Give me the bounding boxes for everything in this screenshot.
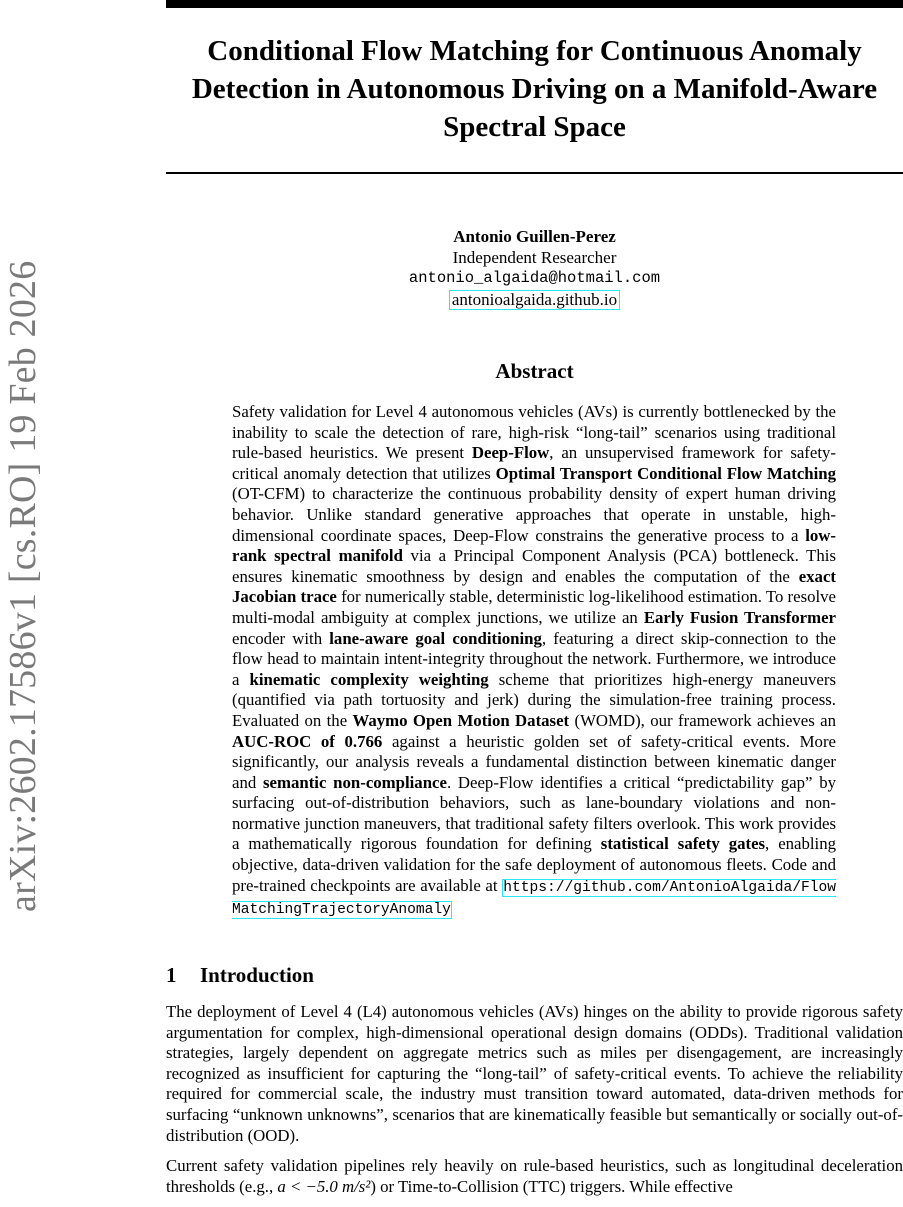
abstract-text: (WOMD), our framework achieves an (569, 710, 836, 730)
author-name: Antonio Guillen-Perez (453, 227, 616, 246)
abstract-text: Safety validation for Level 4 autonomous vehicles (AVs) is currently bottlenecked by the inability to scale the detection of rare, high-risk “long-tail” scenarios using traditional rule-based heuristics. We present (232, 402, 836, 463)
abstract-text: . Deep-Flow identifies a critical “predictability gap” by surfacing out-of-distribution behaviors, such as lane-boundary violations and non-normative junction maneuvers, that traditional safety filters overlook. This work provides a mathematically rigorous foundation for defining (232, 772, 836, 854)
introduction-paragraph-1: The deployment of Level 4 (L4) autonomous vehicles (AVs) hinges on the ability to provide rigorous safety argumentation for complex, high-dimensional operational design domains (ODDs). Traditional validation strategies, largely dependent on aggregate metrics such as miles per disengagement, are increasingly recognized as insufficient for capturing the “long-tail” of safety-critical events. To achieve the reliability required for commercial scale, the industry must transition toward automated, data-driven methods for surfacing “unknown unknowns”, scenarios that are kinematically feasible but semantically or socially out-of-distribution (OOD). (166, 1002, 903, 1145)
introduction-body (166, 1002, 903, 1207)
author-affiliation: Independent Researcher (452, 248, 617, 267)
paper-title: Conditional Flow Matching for Continuous Anomaly Detection in Autonomous Driving on a Manifold-Aware Spectral Space (191, 35, 878, 143)
abstract-body (232, 402, 836, 921)
inline-math: a < −5.0 m/s² (277, 1176, 371, 1196)
abstract-emphasis: Waymo Open Motion Dataset (352, 710, 570, 730)
top-rule (166, 0, 903, 8)
introduction-paragraph-2 (166, 1156, 903, 1197)
abstract-emphasis: AUC-ROC of 0.766 (232, 731, 383, 751)
author-website-link[interactable]: antonioalgaida.github.io (449, 290, 620, 310)
paragraph-text: ) or Time-to-Collision (TTC) triggers. While effective (370, 1176, 733, 1196)
title-rule (166, 172, 903, 174)
section-number: 1 (166, 963, 177, 987)
abstract-emphasis: kinematic complexity weighting (249, 669, 489, 689)
paragraph-text: Current safety validation pipelines rely heavily on rule-based heuristics, such as longitudinal deceleration thresholds (e.g., (166, 1156, 903, 1196)
abstract-text: for numerically stable, deterministic log-likelihood estimation. To resolve multi-modal ambiguity at complex junctions, we utilize an (232, 587, 836, 627)
section-title: Introduction (200, 963, 314, 987)
section-heading-introduction (166, 962, 903, 988)
abstract-text: (OT-CFM) to characterize the continuous probability density of expert human driving behavior. Unlike standard generative approaches that operate in unstable, high-dimensional coordinate spaces, Deep-Flow constrains the generative process to a (232, 484, 836, 545)
arxiv-identifier-stamp: arXiv:2602.17586v1 [cs.RO] 19 Feb 2026 (2, 260, 44, 912)
abstract-emphasis: exact Jacobian trace (232, 566, 836, 607)
abstract-text: against a heuristic golden set of safety-critical events. More significantly, our analysis reveals a fundamental distinction between kinematic danger and (232, 731, 836, 792)
abstract-text: , enabling objective, data-driven validation for the safe deployment of autonomous fleets. Code and pre-trained checkpoints are available at (232, 834, 836, 895)
abstract-emphasis: Deep-Flow (471, 443, 550, 463)
abstract-emphasis: low-rank spectral manifold (232, 525, 836, 566)
abstract-text: encoder with (232, 628, 330, 648)
code-repository-link[interactable]: https://github.com/AntonioAlgaida/FlowMatchingTrajectoryAnomaly (232, 879, 836, 919)
abstract-emphasis: Early Fusion Transformer (643, 607, 837, 627)
abstract-text: via a Principal Component Analysis (PCA) bottleneck. This ensures kinematic smoothness by design and enables the computation of the (232, 546, 836, 586)
abstract-emphasis: statistical safety gates (600, 834, 766, 854)
abstract-text: , an unsupervised framework for safety-critical anomaly detection that utilizes (232, 443, 836, 483)
abstract-emphasis: semantic non-compliance (263, 772, 447, 792)
abstract-emphasis: lane-aware goal conditioning (329, 628, 542, 648)
author-block (166, 226, 903, 310)
abstract-heading: Abstract (495, 359, 574, 383)
author-email: antonio_algaida@hotmail.com (408, 269, 661, 287)
abstract-paragraph (232, 402, 836, 921)
abstract-text: scheme that prioritizes high-energy maneuvers (quantified via path tortuosity and jerk) during the simulation-free training process. Evaluated on the (232, 669, 836, 730)
abstract-text: , featuring a direct skip-connection to the flow head to maintain intent-integrity throughout the network. Furthermore, we introduce a (232, 628, 836, 689)
abstract-emphasis: Optimal Transport Conditional Flow Matching (495, 463, 836, 483)
